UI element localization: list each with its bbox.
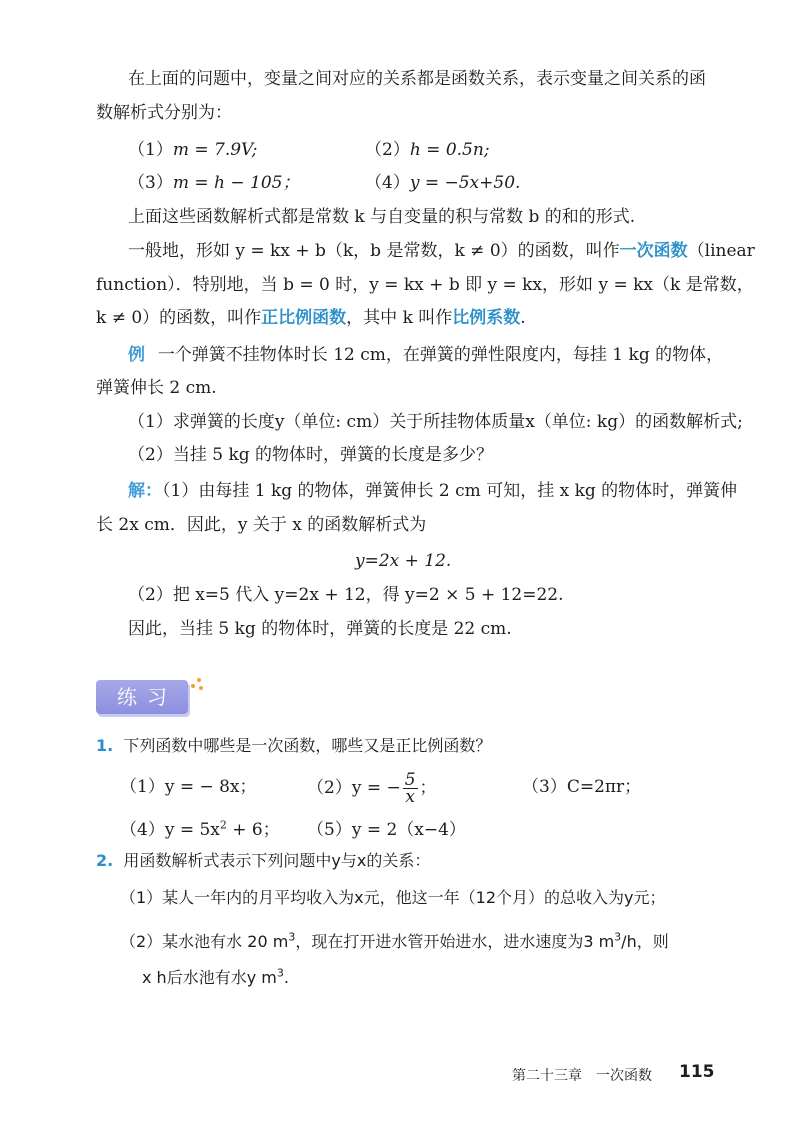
exercise-question-2: 2. 用函数解析式表示下列问题中y与x的关系：: [96, 851, 431, 870]
solution-line-1: 解：（1）由每挂 1 kg 的物体，弹簧伸长 2 cm 可知，挂 x kg 的物体时，弹簧伸: [128, 481, 738, 501]
definition-line-2: function）．特别地，当 b = 0 时，y = kx + b 即 y = kx，形如 y = kx（k 是常数，: [96, 275, 754, 295]
example-question-2: （2）当挂 5 kg 的物体时，弹簧的长度是多少？: [128, 445, 494, 465]
decorative-dots-icon: [191, 678, 205, 692]
formula-1: （1）m = 7.9V;: [128, 140, 258, 160]
example-line-2: 弹簧伸长 2 cm.: [96, 378, 217, 398]
exercise-1-item-2: （2）y = − $\frac{5}{x}$ ；: [307, 770, 437, 807]
exercise-1-item-3: （3）C=2πr；: [522, 777, 642, 797]
chapter-footer: 第二十三章 一次函数: [512, 1068, 652, 1084]
example-line-1: 例 一个弹簧不挂物体时长 12 cm，在弹簧的弹性限度内，每挂 1 kg 的物体，: [128, 345, 724, 365]
solution-label: 解：: [128, 481, 162, 501]
exercise-1-item-1: （1）y = − 8x；: [120, 777, 257, 797]
formula-2: （2）h = 0.5n;: [365, 140, 490, 160]
solution-equation: y=2x + 12.: [355, 551, 452, 571]
definition-line-1: 一般地，形如 y = kx + b（k，b 是常数，k ≠ 0）的函数，叫作一次函数（linear: [128, 241, 755, 261]
intro-line-1: 在上面的问题中，变量之间对应的关系都是函数关系，表示变量之间关系的函: [128, 69, 706, 89]
exercise-2-item-2-line-1: （2）某水池有水 20 $m^3$，现在打开进水管开始进水，进水速度为3 $m^3/h$，则: [120, 930, 669, 951]
term-proportional-coefficient: 比例系数: [452, 308, 521, 328]
summary-line: 上面这些函数解析式都是常数 k 与自变量的积与常数 b 的和的形式.: [128, 207, 636, 227]
exercise-2-item-1: （1）某人一年内的月平均收入为x元，他这一年（12个月）的总收入为y元；: [120, 888, 666, 907]
example-label: 例: [128, 345, 147, 365]
exercise-1-item-4: $(4)y = 5x^2 + 6$；: [120, 818, 280, 840]
page-number: 115: [679, 1062, 715, 1082]
term-linear-function: 一次函数: [619, 241, 688, 261]
example-question-1: （1）求弹簧的长度y（单位: cm）关于所挂物体质量x（单位: kg）的函数解析式;: [128, 412, 743, 432]
exercise-heading: 练习: [96, 680, 188, 714]
formula-3: （3）m = h − 105；: [128, 173, 300, 193]
definition-line-3: k ≠ 0）的函数，叫作正比例函数，其中 k 叫作比例系数.: [96, 308, 526, 328]
solution-line-3: （2）把 x=5 代入 y=2x + 12，得 y=2 × 5 + 12=22.: [128, 585, 564, 605]
exercise-2-item-2-line-2: x h后水池有水y $m^3$.: [142, 966, 289, 987]
exercise-question-1: 1. 下列函数中哪些是一次函数，哪些又是正比例函数？: [96, 736, 492, 755]
solution-line-4: 因此，当挂 5 kg 的物体时，弹簧的长度是 22 cm.: [128, 619, 512, 639]
intro-line-2: 数解析式分别为：: [96, 103, 232, 123]
exercise-1-item-5: （5）y = 2（x−4）: [307, 820, 466, 840]
solution-line-2: 长 2x cm．因此，y 关于 x 的函数解析式为: [96, 515, 427, 535]
term-proportional-function: 正比例函数: [261, 308, 347, 328]
formula-4: （4）y = −5x+50.: [365, 173, 521, 193]
